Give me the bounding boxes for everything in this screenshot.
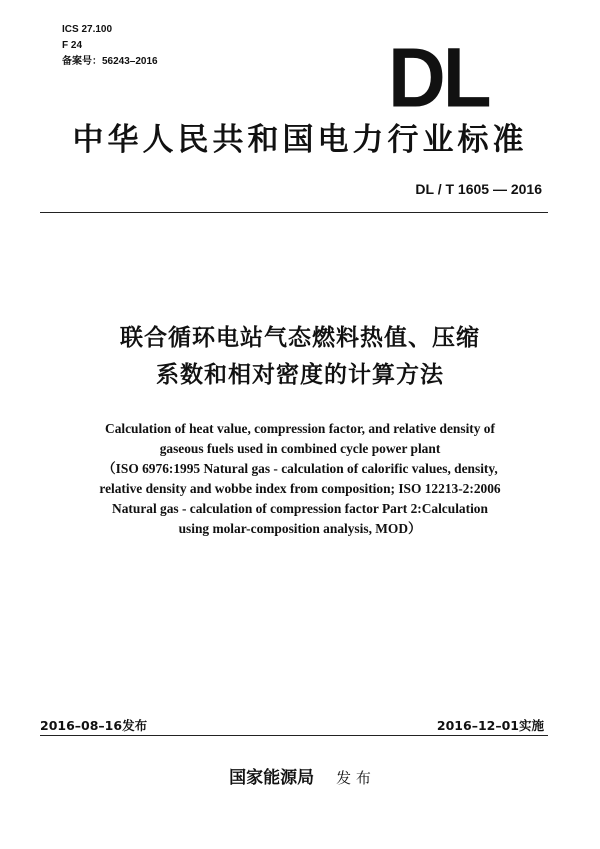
header-metadata bbox=[62, 22, 158, 70]
issuer-name: 国家能源局 bbox=[229, 768, 315, 788]
dl-logo: DL bbox=[388, 30, 489, 125]
header-divider bbox=[40, 212, 548, 213]
english-title-line: gaseous fuels used in combined cycle power plant bbox=[159, 441, 441, 456]
english-title-line: relative density and wobbe index from composition; ISO 12213-2:2006 bbox=[99, 481, 501, 496]
english-title-line: （ISO 6976:1995 Natural gas - calculation of calorific values, density, bbox=[102, 461, 498, 476]
issuer bbox=[0, 763, 600, 788]
chinese-title bbox=[0, 320, 600, 394]
classification-code: F 24 bbox=[62, 40, 83, 51]
english-title-line: Calculation of heat value, compression factor, and relative density of bbox=[105, 421, 495, 436]
filing-number: 备案号：56243–2016 bbox=[62, 56, 158, 67]
footer-divider bbox=[40, 735, 548, 736]
chinese-title-line: 联合循环电站气态燃料热值、压缩 bbox=[120, 325, 480, 351]
org-title: 中华人民共和国电力行业标准 bbox=[72, 122, 528, 158]
english-title bbox=[60, 419, 540, 539]
publish-date: 2016–08–16发布 bbox=[40, 718, 148, 733]
standard-code: DL / T 1605 — 2016 bbox=[415, 181, 542, 197]
english-title-line: Natural gas - calculation of compression factor Part 2:Calculation bbox=[112, 501, 488, 516]
issuer-word: 发 布 bbox=[336, 769, 371, 787]
implementation-date: 2016–12–01实施 bbox=[436, 718, 544, 733]
ics-code: ICS 27.100 bbox=[62, 24, 113, 35]
chinese-title-line: 系数和相对密度的计算方法 bbox=[156, 362, 444, 388]
english-title-line: using molar-composition analysis, MOD） bbox=[178, 521, 422, 536]
